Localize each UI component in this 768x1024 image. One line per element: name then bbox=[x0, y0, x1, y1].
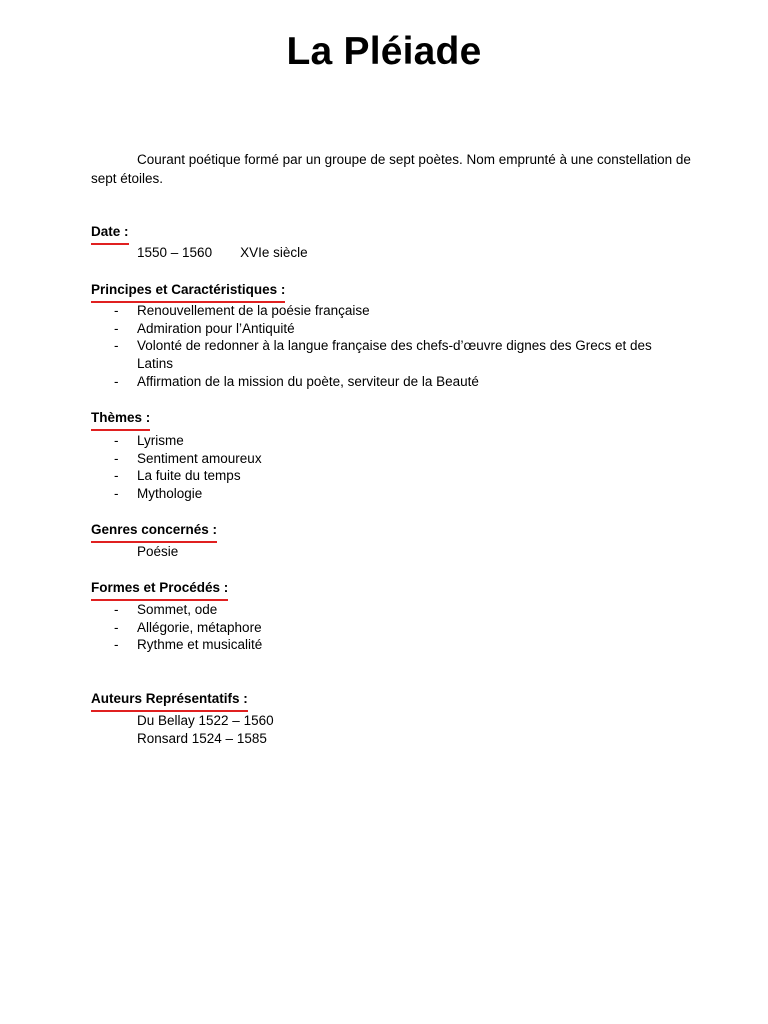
auteurs-heading: Auteurs Représentatifs : bbox=[91, 690, 248, 712]
list-dash: - bbox=[114, 602, 119, 617]
list-item: - Affirmation de la mission du poète, serviteur de la Beauté bbox=[114, 373, 479, 389]
formes-heading: Formes et Procédés : bbox=[91, 579, 228, 601]
list-item: - Sentiment amoureux bbox=[114, 450, 262, 466]
author-line: Ronsard 1524 – 1585 bbox=[137, 731, 267, 746]
genres-heading: Genres concernés : bbox=[91, 521, 217, 543]
list-item: - Lyrisme bbox=[114, 433, 184, 448]
list-dash: - bbox=[114, 373, 119, 389]
list-dash: - bbox=[114, 303, 119, 318]
author-line: Du Bellay 1522 – 1560 bbox=[137, 713, 274, 728]
list-dash: - bbox=[114, 468, 119, 484]
list-dash: - bbox=[114, 338, 119, 354]
list-dash: - bbox=[114, 619, 119, 635]
themes-list bbox=[91, 432, 691, 503]
principes-list bbox=[91, 302, 691, 391]
formes-list bbox=[91, 601, 691, 654]
list-dash: - bbox=[114, 450, 119, 466]
themes-heading: Thèmes : bbox=[91, 409, 150, 431]
list-dash: - bbox=[114, 637, 119, 653]
list-dash: - bbox=[114, 486, 119, 502]
list-dash: - bbox=[114, 320, 119, 336]
date-range: 1550 – 1560 bbox=[137, 245, 213, 260]
list-item: - Allégorie, métaphore bbox=[114, 619, 262, 635]
genres-value: Poésie bbox=[137, 544, 179, 559]
auteurs-list bbox=[137, 712, 274, 748]
list-item: - Rythme et musicalité bbox=[114, 637, 263, 653]
date-heading: Date : bbox=[91, 223, 129, 245]
date-century: XVIe siècle bbox=[240, 245, 308, 260]
date-line bbox=[137, 244, 308, 262]
list-item: - Admiration pour l’Antiquité bbox=[114, 320, 295, 336]
list-item: - Mythologie bbox=[114, 486, 203, 502]
intro-paragraph: Courant poétique formé par un groupe de sept poètes. Nom emprunté à une constellation de sept étoiles. bbox=[91, 152, 691, 186]
list-item: - La fuite du temps bbox=[114, 468, 241, 484]
page-title: La Pléiade bbox=[286, 30, 482, 73]
list-item: - Sommet, ode bbox=[114, 602, 218, 617]
principes-heading: Principes et Caractéristiques : bbox=[91, 281, 285, 303]
list-item: - Renouvellement de la poésie française bbox=[114, 303, 370, 318]
list-dash: - bbox=[114, 433, 119, 448]
list-item: - Volonté de redonner à la langue française des chefs-d’œuvre dignes des Grecs et des Latins bbox=[114, 338, 652, 372]
